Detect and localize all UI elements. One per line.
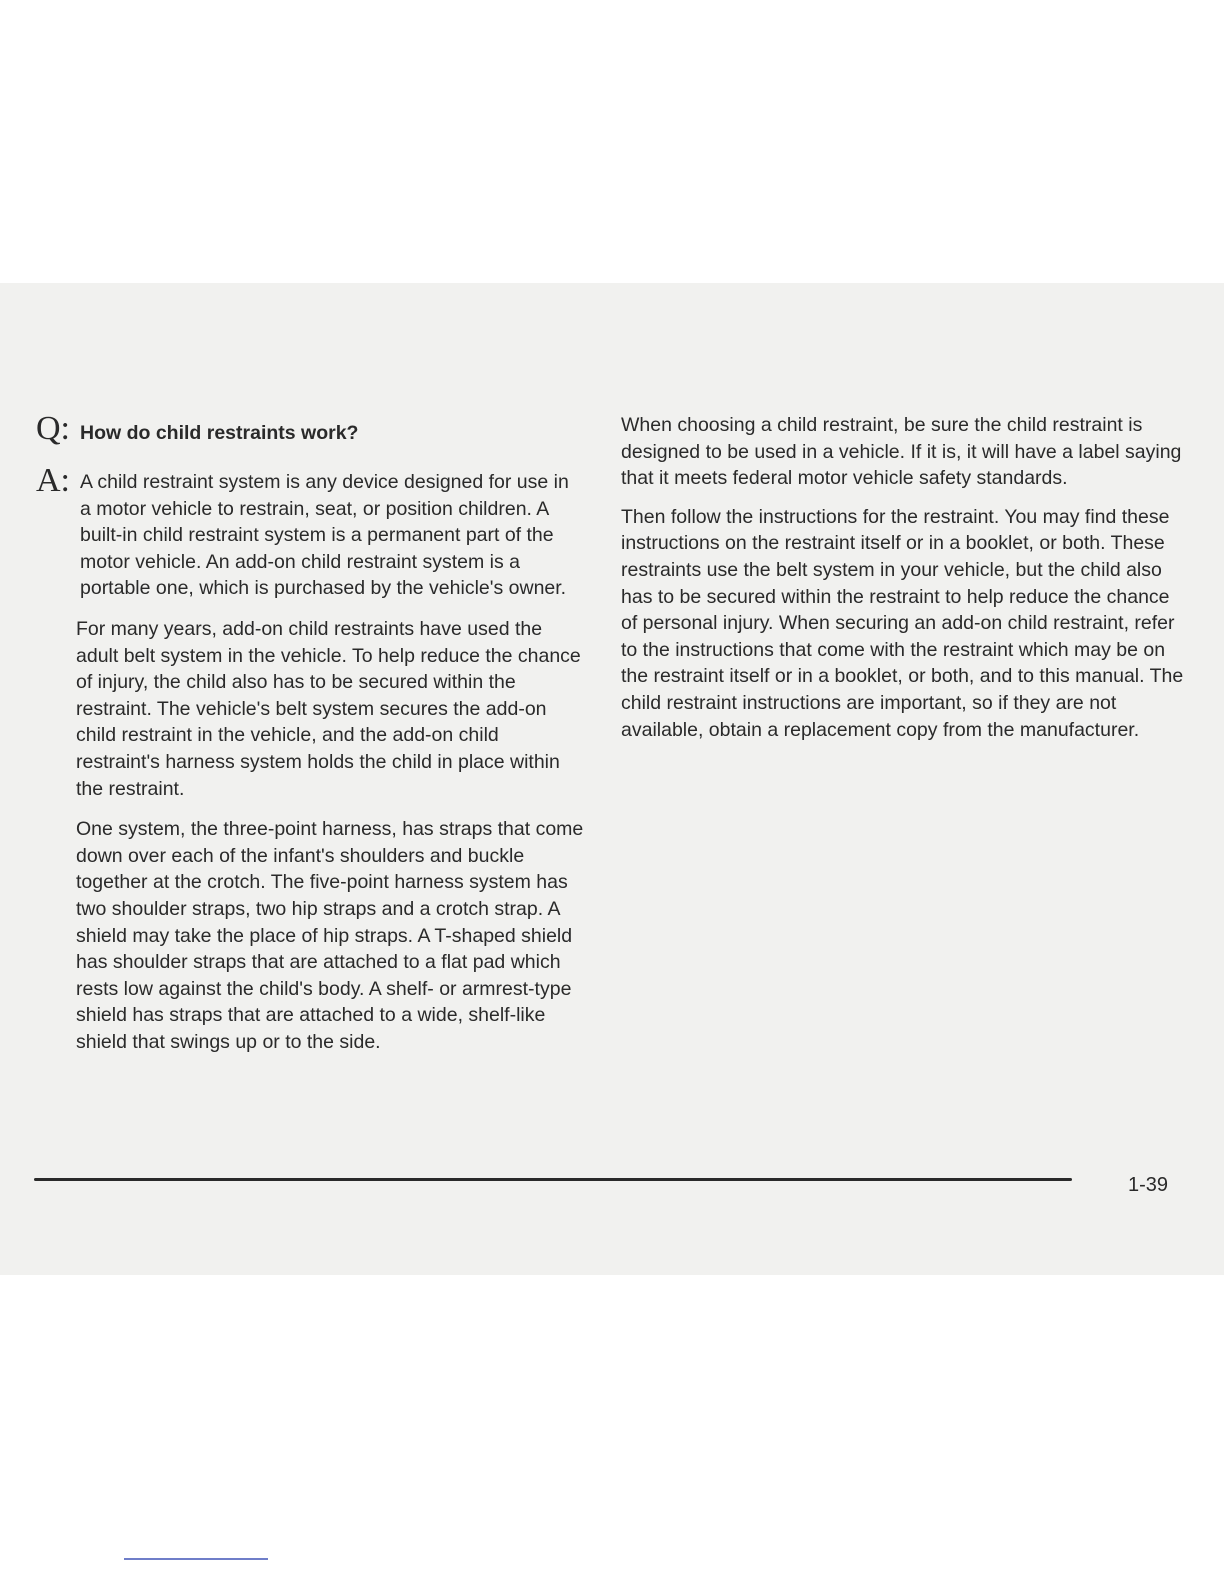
right-column — [621, 412, 1186, 743]
answer-label: A: — [36, 462, 70, 499]
body-paragraph: For many years, add-on child restraints have used the adult belt system in the vehicle. To help reduce the chance of injury, the child also has to be secured within the restraint. The vehicle's belt system secures the add-on child restraint in the vehicle, and the add-on child restraint's harness system holds the child in place within the restraint. — [76, 617, 581, 800]
page-number: 1-39 — [1128, 1174, 1169, 1196]
answer-row — [36, 464, 584, 602]
body-paragraph: Then follow the instructions for the restraint. You may find these instructions on the restraint itself or in a booklet, or both. These restraints use the belt system in your vehicle, but the child also has to be secured within the restraint to help reduce the chance of personal injury. When securing an add-on child restraint, refer to the instructions that come with the restraint which may be on the restraint itself or in a booklet, or both, and to this manual. The child restraint instructions are important, so if they are not available, obtain a replacement copy from the manufacturer. — [621, 505, 1184, 741]
question-row — [36, 412, 584, 446]
body-paragraph: When choosing a child restraint, be sure the child restraint is designed to be used in a vehicle. If it is, it will have a label saying that it meets federal motor vehicle safety standards. — [621, 414, 1182, 490]
question-heading: How do child restraints work? — [80, 422, 359, 444]
answer-paragraph: A child restraint system is any device designed for use in a motor vehicle to restrain, seat, or position children. A built-in child restraint system is a permanent part of the motor vehicle. An add-on child restraint system is a portable one, which is purchased by the vehicle's owner. — [80, 471, 569, 600]
body-paragraph: One system, the three-point harness, has straps that come down over each of the infant's shoulders and buckle together at the crotch. The five-point harness system has two shoulder straps, two hip straps and a crotch strap. A shield may take the place of hip straps. A T-shaped shield has shoulder straps that are attached to a flat pad which rests low against the child's body. A shelf- or armrest-type shield has straps that are attached to a wide, shelf-like shield that swings up or to the side. — [76, 818, 584, 1053]
footer-divider — [34, 1178, 1072, 1181]
link-underline — [124, 1558, 268, 1560]
question-label: Q: — [36, 410, 70, 447]
left-column — [36, 412, 584, 1055]
